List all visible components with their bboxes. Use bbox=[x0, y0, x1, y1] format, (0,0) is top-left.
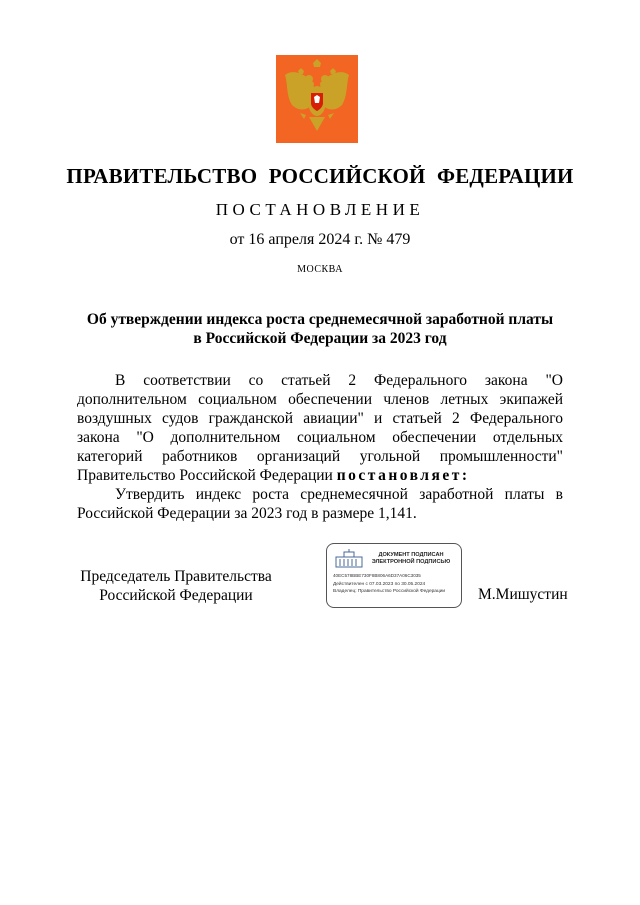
government-building-icon bbox=[334, 549, 364, 569]
organization-title: ПРАВИТЕЛЬСТВО РОССИЙСКОЙ ФЕДЕРАЦИИ bbox=[66, 164, 574, 188]
electronic-signature-stamp bbox=[326, 543, 462, 608]
signer-position-line-2: Российской Федерации bbox=[99, 587, 253, 604]
signer-position bbox=[70, 567, 282, 605]
document-heading bbox=[60, 310, 580, 348]
body-paragraph-2: Утвердить индекс роста среднемесячной заработной платы в Российской Федерации за 2023 год в размере 1,141. bbox=[77, 486, 563, 522]
coat-of-arms-emblem bbox=[276, 55, 358, 143]
document-type: ПОСТАНОВЛЕНИЕ bbox=[215, 200, 425, 219]
document-body bbox=[77, 371, 563, 523]
stamp-title bbox=[363, 552, 459, 566]
signer-position-line-1: Председатель Правительства bbox=[80, 568, 272, 585]
stamp-validity: Действителен с 07.03.2023 по 30.05.2024 bbox=[333, 582, 426, 587]
paragraph-1-text: В соответствии со статьей 2 Федерального закона "О дополнительном социальном обеспечении членов летных экипажей воздушных судов гражданской авиации" и статьей 2 Федерального закона "О дополнительном социальном обеспечении отдельных категорий работников организаций угольной промышленности" Правительство Российской Федерации bbox=[77, 372, 563, 484]
heading-line-2: в Российской Федерации за 2023 год bbox=[193, 330, 447, 347]
heading-line-1: Об утверждении индекса роста среднемесячной заработной платы bbox=[86, 311, 554, 328]
decree-word: постановляет: bbox=[336, 467, 470, 484]
stamp-title-line-2: ЭЛЕКТРОННОЙ ПОДПИСЬЮ bbox=[371, 559, 451, 565]
document-date-number: от 16 апреля 2024 г. № 479 bbox=[229, 231, 411, 248]
stamp-owner: Владелец: Правительство Российской Федерации bbox=[333, 589, 446, 594]
body-paragraph-1 bbox=[77, 371, 563, 485]
stamp-title-line-1: ДОКУМЕНТ ПОДПИСАН bbox=[378, 552, 444, 558]
document-city: МОСКВА bbox=[297, 264, 343, 275]
signer-name: М.Мишустин bbox=[478, 586, 568, 603]
stamp-certificate-number: 40EC578BBE730F8B806A6D37A06C3035 bbox=[333, 573, 421, 578]
